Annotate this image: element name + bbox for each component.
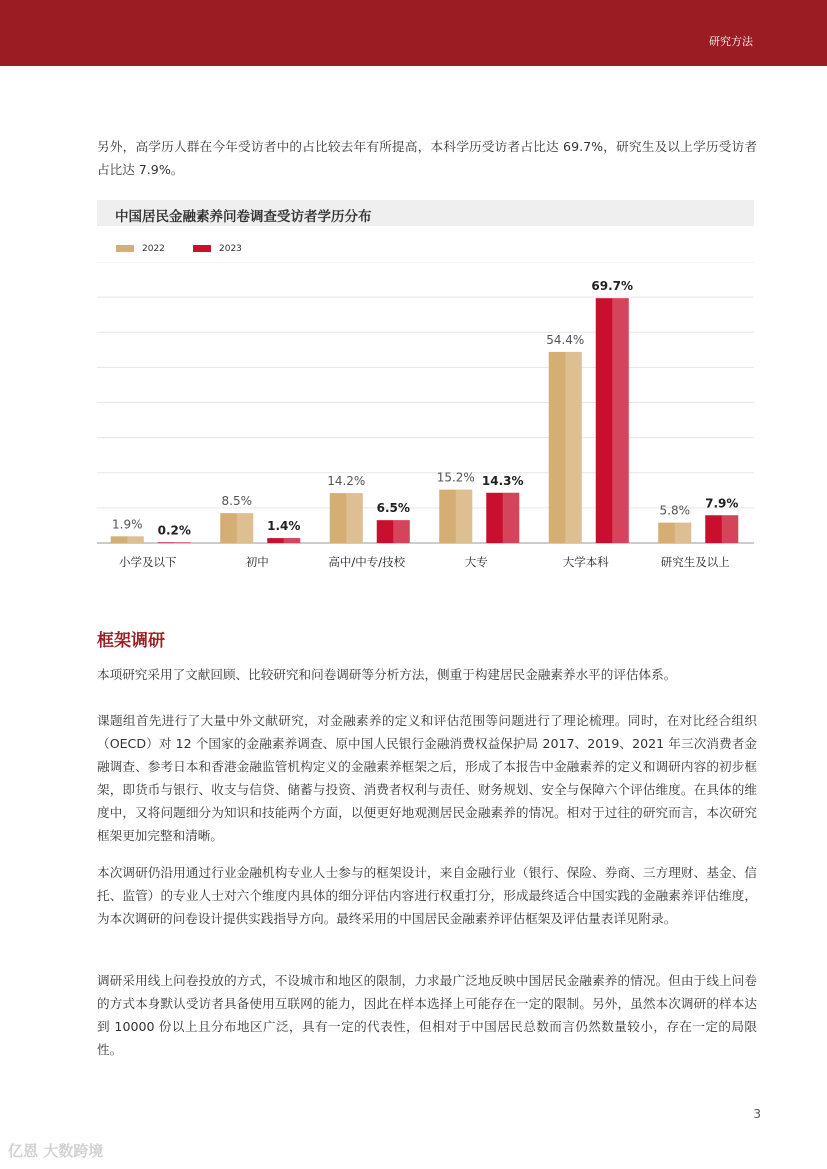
bar-highlight-2022-1 [237,513,254,543]
page-number: 3 [753,1107,761,1121]
category-label-1: 初中 [245,555,269,569]
bar-highlight-2023-5 [722,515,739,543]
data-label-2022-0: 1.9% [112,517,143,532]
category-label-2: 高中/中专/技校 [328,555,406,569]
data-label-2023-3: 14.3% [481,473,524,488]
bar-highlight-2022-4 [565,352,582,543]
data-label-2023-5: 7.9% [705,496,739,511]
data-label-2022-5: 5.8% [659,503,690,518]
legend-label-2022: 2022 [142,244,165,254]
data-label-2022-3: 15.2% [436,470,475,485]
bar-highlight-2022-5 [675,523,692,543]
data-label-2022-4: 54.4% [546,332,585,347]
bar-highlight-2022-2 [346,493,363,543]
bar-chart [97,262,757,582]
bar-highlight-2023-0 [174,542,191,543]
data-label-2022-2: 14.2% [327,474,366,489]
legend-item-2022 [116,244,165,254]
data-label-2023-1: 1.4% [267,519,301,534]
header-section-label: 研究方法 [709,35,753,48]
legend-item-2023 [193,244,242,254]
category-label-5: 研究生及以上 [660,555,730,569]
data-label-2023-4: 69.7% [591,279,634,294]
watermark: 亿恩 大数跨境 [8,1142,104,1160]
chart-title-bar [97,200,754,226]
data-label-2023-2: 6.5% [376,501,410,516]
category-label-0: 小学及以下 [119,555,177,569]
section-paragraph-1: 本项研究采用了文献回顾、比较研究和问卷调研等分析方法，侧重于构建居民金融素养水平的评估体系。 [97,667,677,682]
section-title: 框架调研 [97,631,165,651]
chart-title: 中国居民金融素养问卷调查受访者学历分布 [115,209,372,225]
section-paragraph-3: 本次调研仍沿用通过行业金融机构专业人士参与的框架设计，来自金融行业（银行、保险、券商、三方理财、基金、信托、监管）的专业人士对六个维度内具体的细分评估内容进行权重打分，形成最终适合中国实践的金融素养评估维度，为本次调研的问卷设计提供实践指导方向。最终采用的中国居民金融素养评估框架及评估量表详见附录。 [97,865,757,926]
legend-label-2023: 2023 [219,244,242,254]
bar-highlight-2023-3 [503,493,520,543]
data-label-2023-0: 0.2% [157,523,191,538]
section-paragraph-4: 调研采用线上问卷投放的方式，不设城市和地区的限制，力求最广泛地反映中国居民金融素养的情况。但由于线上问卷的方式本身默认受访者具备使用互联网的能力，因此在样本选择上可能存在一定的限制。另外，虽然本次调研的样本达到 10000 份以上且分布地区广泛，具有一定的代表性，但相对于中国居民总数而言仍然数量较小，存在一定的局限性。 [97,973,757,1057]
legend-swatch-2023 [193,245,211,252]
bar-highlight-2023-1 [284,538,301,543]
intro-paragraph: 另外，高学历人群在今年受访者中的占比较去年有所提高，本科学历受访者占比达 69.7%，研究生及以上学历受访者占比达 7.9%。 [97,139,757,177]
bar-highlight-2023-4 [612,298,629,543]
header-bar [0,0,827,66]
data-label-2022-1: 8.5% [221,494,252,509]
bar-highlight-2022-3 [456,490,473,543]
category-label-3: 大专 [464,555,488,569]
category-label-4: 大学本科 [562,555,609,569]
legend-swatch-2022 [116,245,134,252]
bar-highlight-2022-0 [127,536,144,543]
bar-highlight-2023-2 [393,520,410,543]
section-paragraph-2: 课题组首先进行了大量中外文献研究，对金融素养的定义和评估范围等问题进行了理论梳理。同时，在对比经合组织（OECD）对 12 个国家的金融素养调查、原中国人民银行金融消费权益保护局 2017、2019、2021 年三次消费者金融调查、参考日本和香港金融监管机构定义的金融素养框架之后，形成了本报告中金融素养的定义和调研内容的初步框架，即货币与银行、收支与信贷、储蓄与投资、消费者权利与责任、财务规划、安全与保障六个评估维度。在具体的维度中，又将问题细分为知识和技能两个方面，以便更好地观测居民金融素养的情况。相对于过往的研究而言，本次研究框架更加完整和清晰。 [97,713,757,843]
